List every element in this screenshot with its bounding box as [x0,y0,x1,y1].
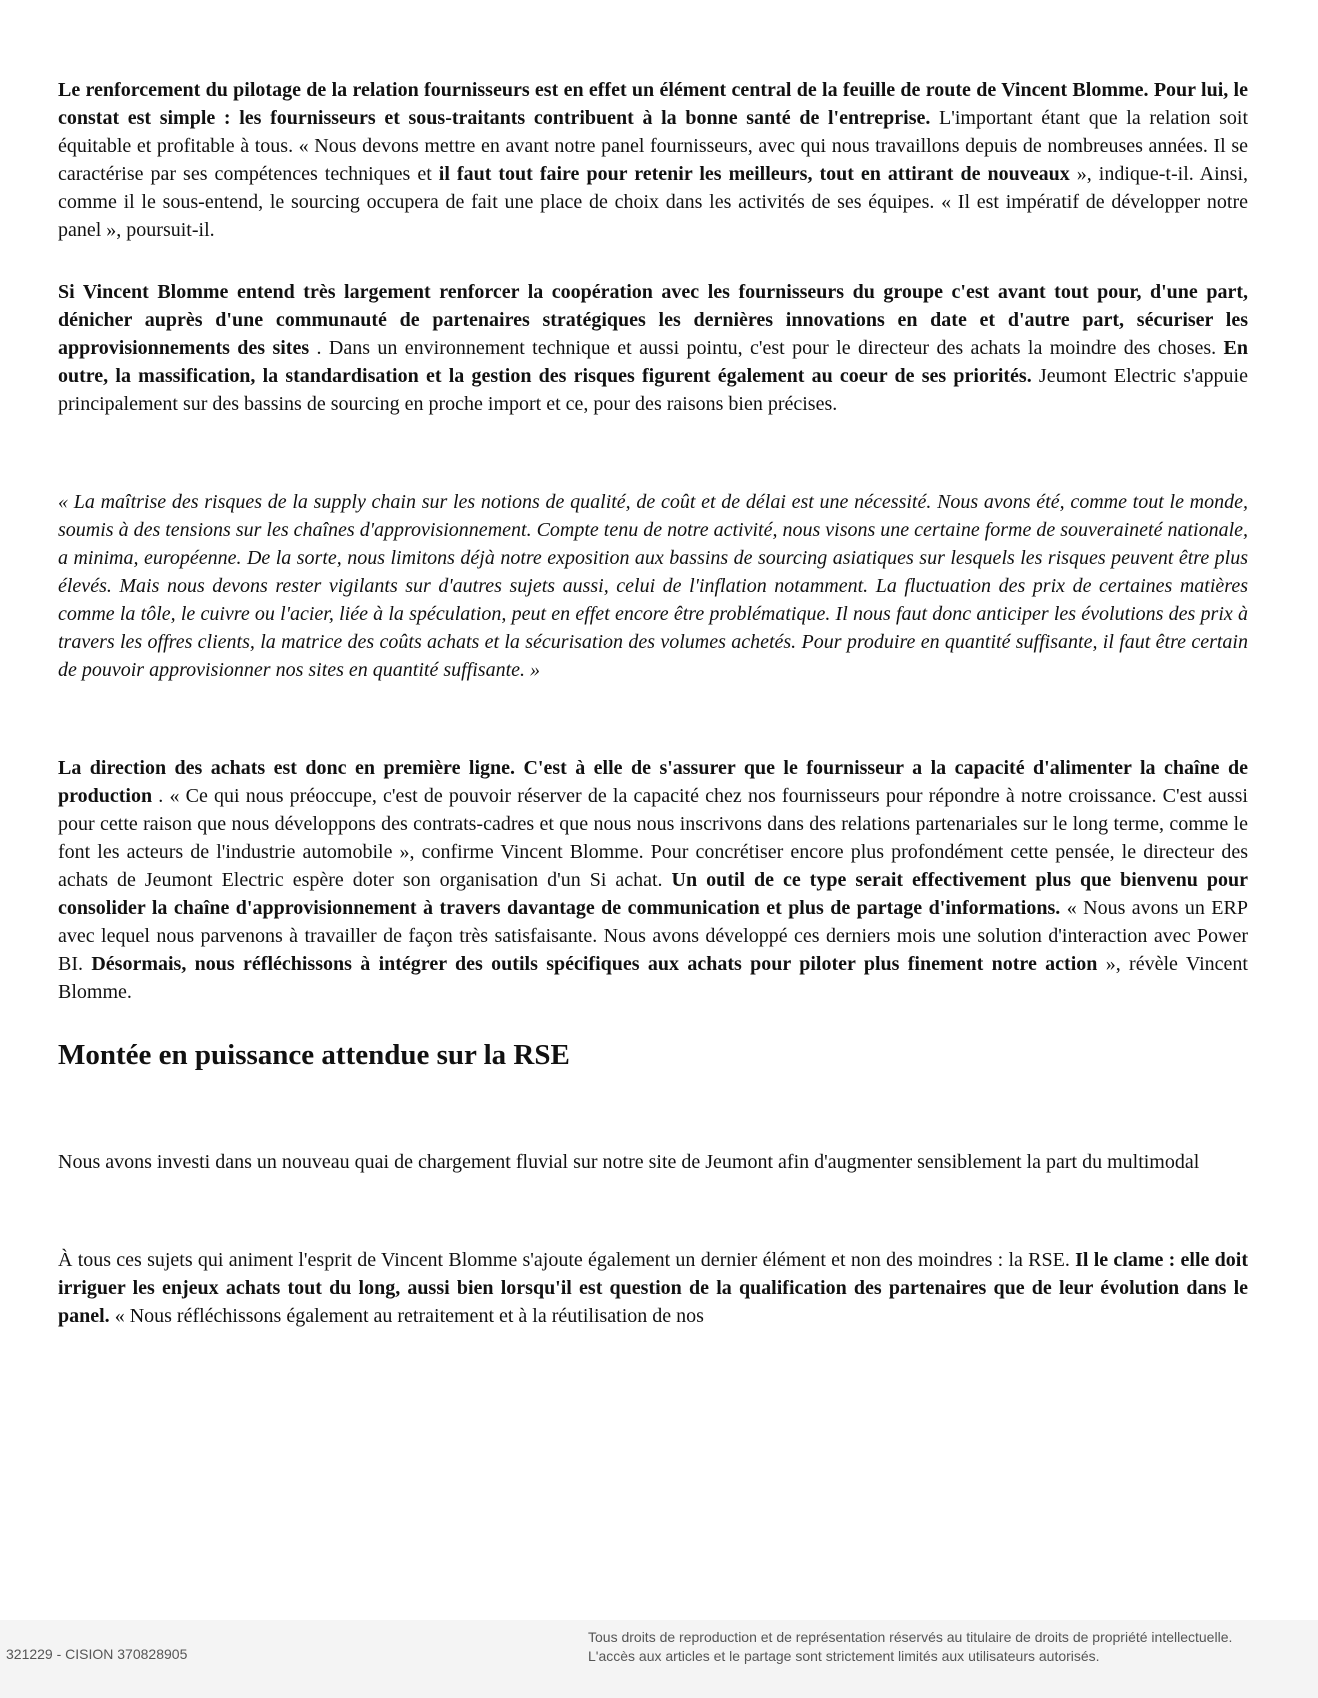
text-run: il faut tout faire pour retenir les meilleurs, tout en attirant de nouveaux [438,163,1070,185]
copyright-notice [588,1628,1232,1666]
quote-paragraph [58,488,1248,684]
text-run: », indique-t-il. Ainsi, comme il le sous-entend, le sourcing occupera de fait une place de choix dans les activités de ses équipes. « Il est impératif de développer notre panel », poursuit-il. [58,163,1249,241]
copyright-line: L'accès aux articles et le partage sont strictement limités aux utilisateurs autorisés. [588,1648,1100,1664]
paragraph-1 [58,76,1248,244]
section-heading: Montée en puissance attendue sur la RSE [58,1039,570,1071]
text-run: La direction des achats est donc en première ligne. C'est à elle de s'assurer que le fournisseur a la capacité d'alimenter la chaîne de production [58,757,1248,807]
text-run: Il le clame : elle doit irriguer les enjeux achats tout du long, aussi bien lorsqu'il est question de la qualification des partenaires que de leur évolution dans le panel. [58,1249,1248,1327]
text-run: Jeumont Electric s'appuie principalement sur des bassins de sourcing en proche import et ce, pour des raisons bien précises. [58,365,1248,415]
copyright-line: Tous droits de reproduction et de représentation réservés au titulaire de droits de propriété intellectuelle. [588,1629,1233,1645]
text-run: « Nous avons un ERP avec lequel nous parvenons à travailler de façon très satisfaisante. Nous avons développé ces derniers mois une solution d'interaction avec Power BI. [58,897,1248,975]
paragraph-5 [58,1148,1248,1176]
text-run: . « Ce qui nous préoccupe, c'est de pouvoir réserver de la capacité chez nos fournisseurs pour répondre à notre croissance. C'est aussi pour cette raison que nous développons des contrats-cadres et que nous nous inscrivons dans des relations partenariales sur le long terme, comme le font les acteurs de l'industrie automobile », confirme Vincent Blomme. Pour concrétiser encore plus profondément cette pensée, le directeur des achats de Jeumont Electric espère doter son organisation d'un Si achat. [58,785,1248,891]
text-run: Désormais, nous réfléchissons à intégrer des outils spécifiques aux achats pour piloter plus finement notre action [91,953,1098,975]
text-run: . Dans un environnement technique et aussi pointu, c'est pour le directeur des achats la moindre des choses. [309,337,1224,359]
text-run: Nous avons investi dans un nouveau quai de chargement fluvial sur notre site de Jeumont afin d'augmenter sensiblement la part du multimodal [58,1151,1200,1173]
paragraph-4 [58,754,1248,1006]
text-run: », révèle Vincent Blomme. [58,953,1248,1003]
text-run: Un outil de ce type serait effectivement plus que bienvenu pour consolider la chaîne d'approvisionnement à travers davantage de communication et plus de partage d'informations. [58,869,1248,919]
paragraph-2 [58,278,1248,418]
text-run: « La maîtrise des risques de la supply chain sur les notions de qualité, de coût et de délai est une nécessité. Nous avons été, comme tout le monde, soumis à des tensions sur les chaînes d'approvisionnement. Compte tenu de notre activité, nous visons une certaine forme de souveraineté nationale, a minima, européenne. De la sorte, nous limitons déjà notre exposition aux bassins de sourcing asiatiques sur lesquels les risques peuvent être plus élevés. Mais nous devons rester vigilants sur d'autres sujets aussi, celui de l'inflation notamment. La fluctuation des prix de certaines matières comme la tôle, le cuivre ou l'acier, liée à la spéculation, peut en effet encore être problématique. Il nous faut donc anticiper les évolutions des prix à travers les offres clients, la matrice des coûts achats et la sécurisation des volumes achetés. Pour produire en quantité suffisante, il faut être certain de pouvoir approvisionner nos sites en quantité suffisante. » [58,491,1248,681]
document-id: 321229 - CISION 370828905 [6,1646,188,1662]
text-run: L'important étant que la relation soit équitable et profitable à tous. « Nous devons mettre en avant notre panel fournisseurs, avec qui nous travaillons depuis de nombreuses années. Il se caractérise par ses compétences techniques et [58,107,1248,185]
text-run: « Nous réfléchissons également au retraitement et à la réutilisation de nos [109,1305,704,1327]
text-run: Si Vincent Blomme entend très largement renforcer la coopération avec les fournisseurs du groupe c'est avant tout pour, d'une part, dénicher auprès d'une communauté de partenaires stratégiques les dernières innovations en date et d'autre part, sécuriser les approvisionnements des sites [58,281,1248,359]
footer [0,1620,1318,1698]
text-run: En outre, la massification, la standardisation et la gestion des risques figurent également au coeur de ses priorités. [58,337,1249,387]
text-run: À tous ces sujets qui animent l'esprit de Vincent Blomme s'ajoute également un dernier élément et non des moindres : la RSE. [58,1249,1076,1271]
article-body [58,76,1248,1330]
text-run: Le renforcement du pilotage de la relation fournisseurs est en effet un élément central de la feuille de route de Vincent Blomme. Pour lui, le constat est simple : les fournisseurs et sous-traitants contribuent à la bonne santé de l'entreprise. [58,79,1248,129]
paragraph-6 [58,1246,1248,1330]
